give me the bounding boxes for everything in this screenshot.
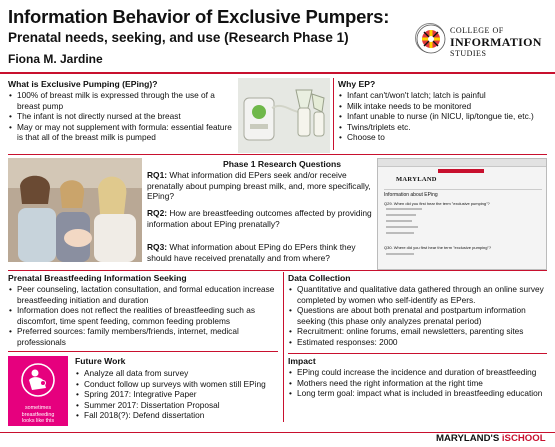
list-item: • Information does not reflect the realities of breastfeeding such as discomfort, time spent feeding, common feeding problems <box>8 305 280 326</box>
section-divider <box>8 270 547 271</box>
footer-maryland: MARYLAND'S <box>436 433 502 444</box>
future-work-heading: Future Work <box>75 356 126 366</box>
survey-options <box>386 208 422 234</box>
badge-line2: breastfeeding <box>21 411 55 418</box>
rq-text: How are breastfeeding outcomes affected by providing information about EPing prenatally? <box>147 208 372 229</box>
rq-label: RQ3: <box>147 242 168 252</box>
list-item: • Preferred sources: family members/friends, internet, medical professionals <box>8 326 280 347</box>
list-item: • Spring 2017: Integrative Paper <box>75 389 279 400</box>
browser-bar <box>378 159 546 167</box>
list-item: • Peer counseling, lactation consultation, and formal education increase breastfeeding initiation and duration <box>8 284 280 305</box>
mothers-group-photo <box>8 158 142 262</box>
section-divider <box>8 351 278 352</box>
research-question-1 <box>147 170 375 202</box>
ischool-logo <box>436 433 546 444</box>
breastfeeding-badge <box>8 356 68 426</box>
list-item: • Infant unable to nurse (in NICU, lip/tongue tie, etc.) <box>338 111 553 122</box>
list-item: • Milk intake needs to be monitored <box>338 101 553 112</box>
rq-label: RQ2: <box>147 208 168 218</box>
column-divider <box>333 78 334 150</box>
what-is-heading: What is Exclusive Pumping (EPing)? <box>8 79 158 89</box>
badge-line1: sometimes <box>24 405 52 411</box>
list-item: • Questions are about both prenatal and postpartum information seeking (this phase only analyzes prenatal period) <box>288 305 550 326</box>
survey-progress-bar <box>438 169 484 173</box>
rq-text: What information did EPers seek and/or receive prenatally about pumping breast milk, and, more specifically, EPing? <box>147 170 371 202</box>
list-item: • Mothers need the right information at the right time <box>288 378 550 389</box>
survey-university-label: MARYLAND <box>396 176 437 183</box>
survey-question-2: Q30. Where did you first hear the term "exclusive pumping"? <box>384 245 492 250</box>
survey-option[interactable] <box>386 220 412 222</box>
author-name: Fiona M. Jardine <box>8 52 103 66</box>
list-item: • Infant can't/won't latch; latch is painful <box>338 90 553 101</box>
university-seal-icon <box>415 23 445 53</box>
survey-option[interactable] <box>386 253 414 255</box>
survey-question-1: Q29. When did you first hear the term "exclusive pumping"? <box>384 201 490 206</box>
college-line3: STUDIES <box>450 49 487 58</box>
college-line1: COLLEGE OF <box>450 26 504 35</box>
survey-option[interactable] <box>386 226 418 228</box>
header-divider <box>0 72 555 74</box>
footer-ischool: iSCHOOL <box>501 433 546 444</box>
list-item: • Conduct follow up surveys with women still EPing <box>75 379 279 390</box>
data-collection-heading: Data Collection <box>288 273 351 283</box>
list-item: • EPing could increase the incidence and duration of breastfeeding <box>288 367 550 378</box>
data-collection-list <box>288 284 550 348</box>
poster-subtitle: Prenatal needs, seeking, and use (Research Phase 1) <box>8 30 349 45</box>
why-ep-list <box>338 90 553 143</box>
rq-text: What information about EPing do EPers think they should have received prenatally and from where? <box>147 242 356 263</box>
research-questions-heading: Phase 1 Research Questions <box>223 159 341 169</box>
survey-screenshot <box>377 158 547 270</box>
list-item: • Fall 2018(?): Defend dissertation <box>75 410 279 421</box>
list-item: • Quantitative and qualitative data gathered through an online survey completed by women who self-identify as EPers. <box>288 284 550 305</box>
survey-question-heading: Information about EPing <box>384 192 438 198</box>
prenatal-heading: Prenatal Breastfeeding Information Seeking <box>8 273 187 283</box>
breast-pump-photo <box>238 78 330 153</box>
list-item: • May or may not supplement with formula: essential feature is that all of the breast milk is pumped <box>8 122 234 143</box>
survey-divider <box>384 189 542 190</box>
impact-heading: Impact <box>288 356 316 366</box>
list-item: • Estimated responses: 2000 <box>288 337 550 348</box>
list-item: • 100% of breast milk is expressed through the use of a breast pump <box>8 90 234 111</box>
rq-label: RQ1: <box>147 170 168 180</box>
research-question-3 <box>147 242 375 263</box>
list-item: • Twins/triplets etc. <box>338 122 553 133</box>
survey-option[interactable] <box>386 232 414 234</box>
what-is-list <box>8 90 234 143</box>
list-item: • Analyze all data from survey <box>75 368 279 379</box>
column-divider <box>283 272 284 422</box>
impact-list <box>288 367 550 399</box>
badge-line3: looks like this <box>21 418 55 425</box>
section-divider <box>8 154 547 155</box>
why-ep-heading: Why EP? <box>338 79 376 89</box>
poster-title: Information Behavior of Exclusive Pumpers: <box>8 6 390 27</box>
section-divider <box>288 353 547 354</box>
list-item: • Long term goal: impact what is included in breastfeeding education <box>288 388 550 399</box>
list-item: • Recruitment: online forums, email newsletters, parenting sites <box>288 326 550 337</box>
future-work-list <box>75 368 279 421</box>
survey-option[interactable] <box>386 214 416 216</box>
list-item: • The infant is not directly nursed at the breast <box>8 111 234 122</box>
college-line2: INFORMATION <box>450 35 542 49</box>
list-item: • Summer 2017: Dissertation Proposal <box>75 400 279 411</box>
list-item: • Choose to <box>338 132 553 143</box>
survey-option[interactable] <box>386 208 422 210</box>
mother-baby-icon <box>8 356 68 400</box>
prenatal-list <box>8 284 280 348</box>
research-question-2 <box>147 208 375 229</box>
